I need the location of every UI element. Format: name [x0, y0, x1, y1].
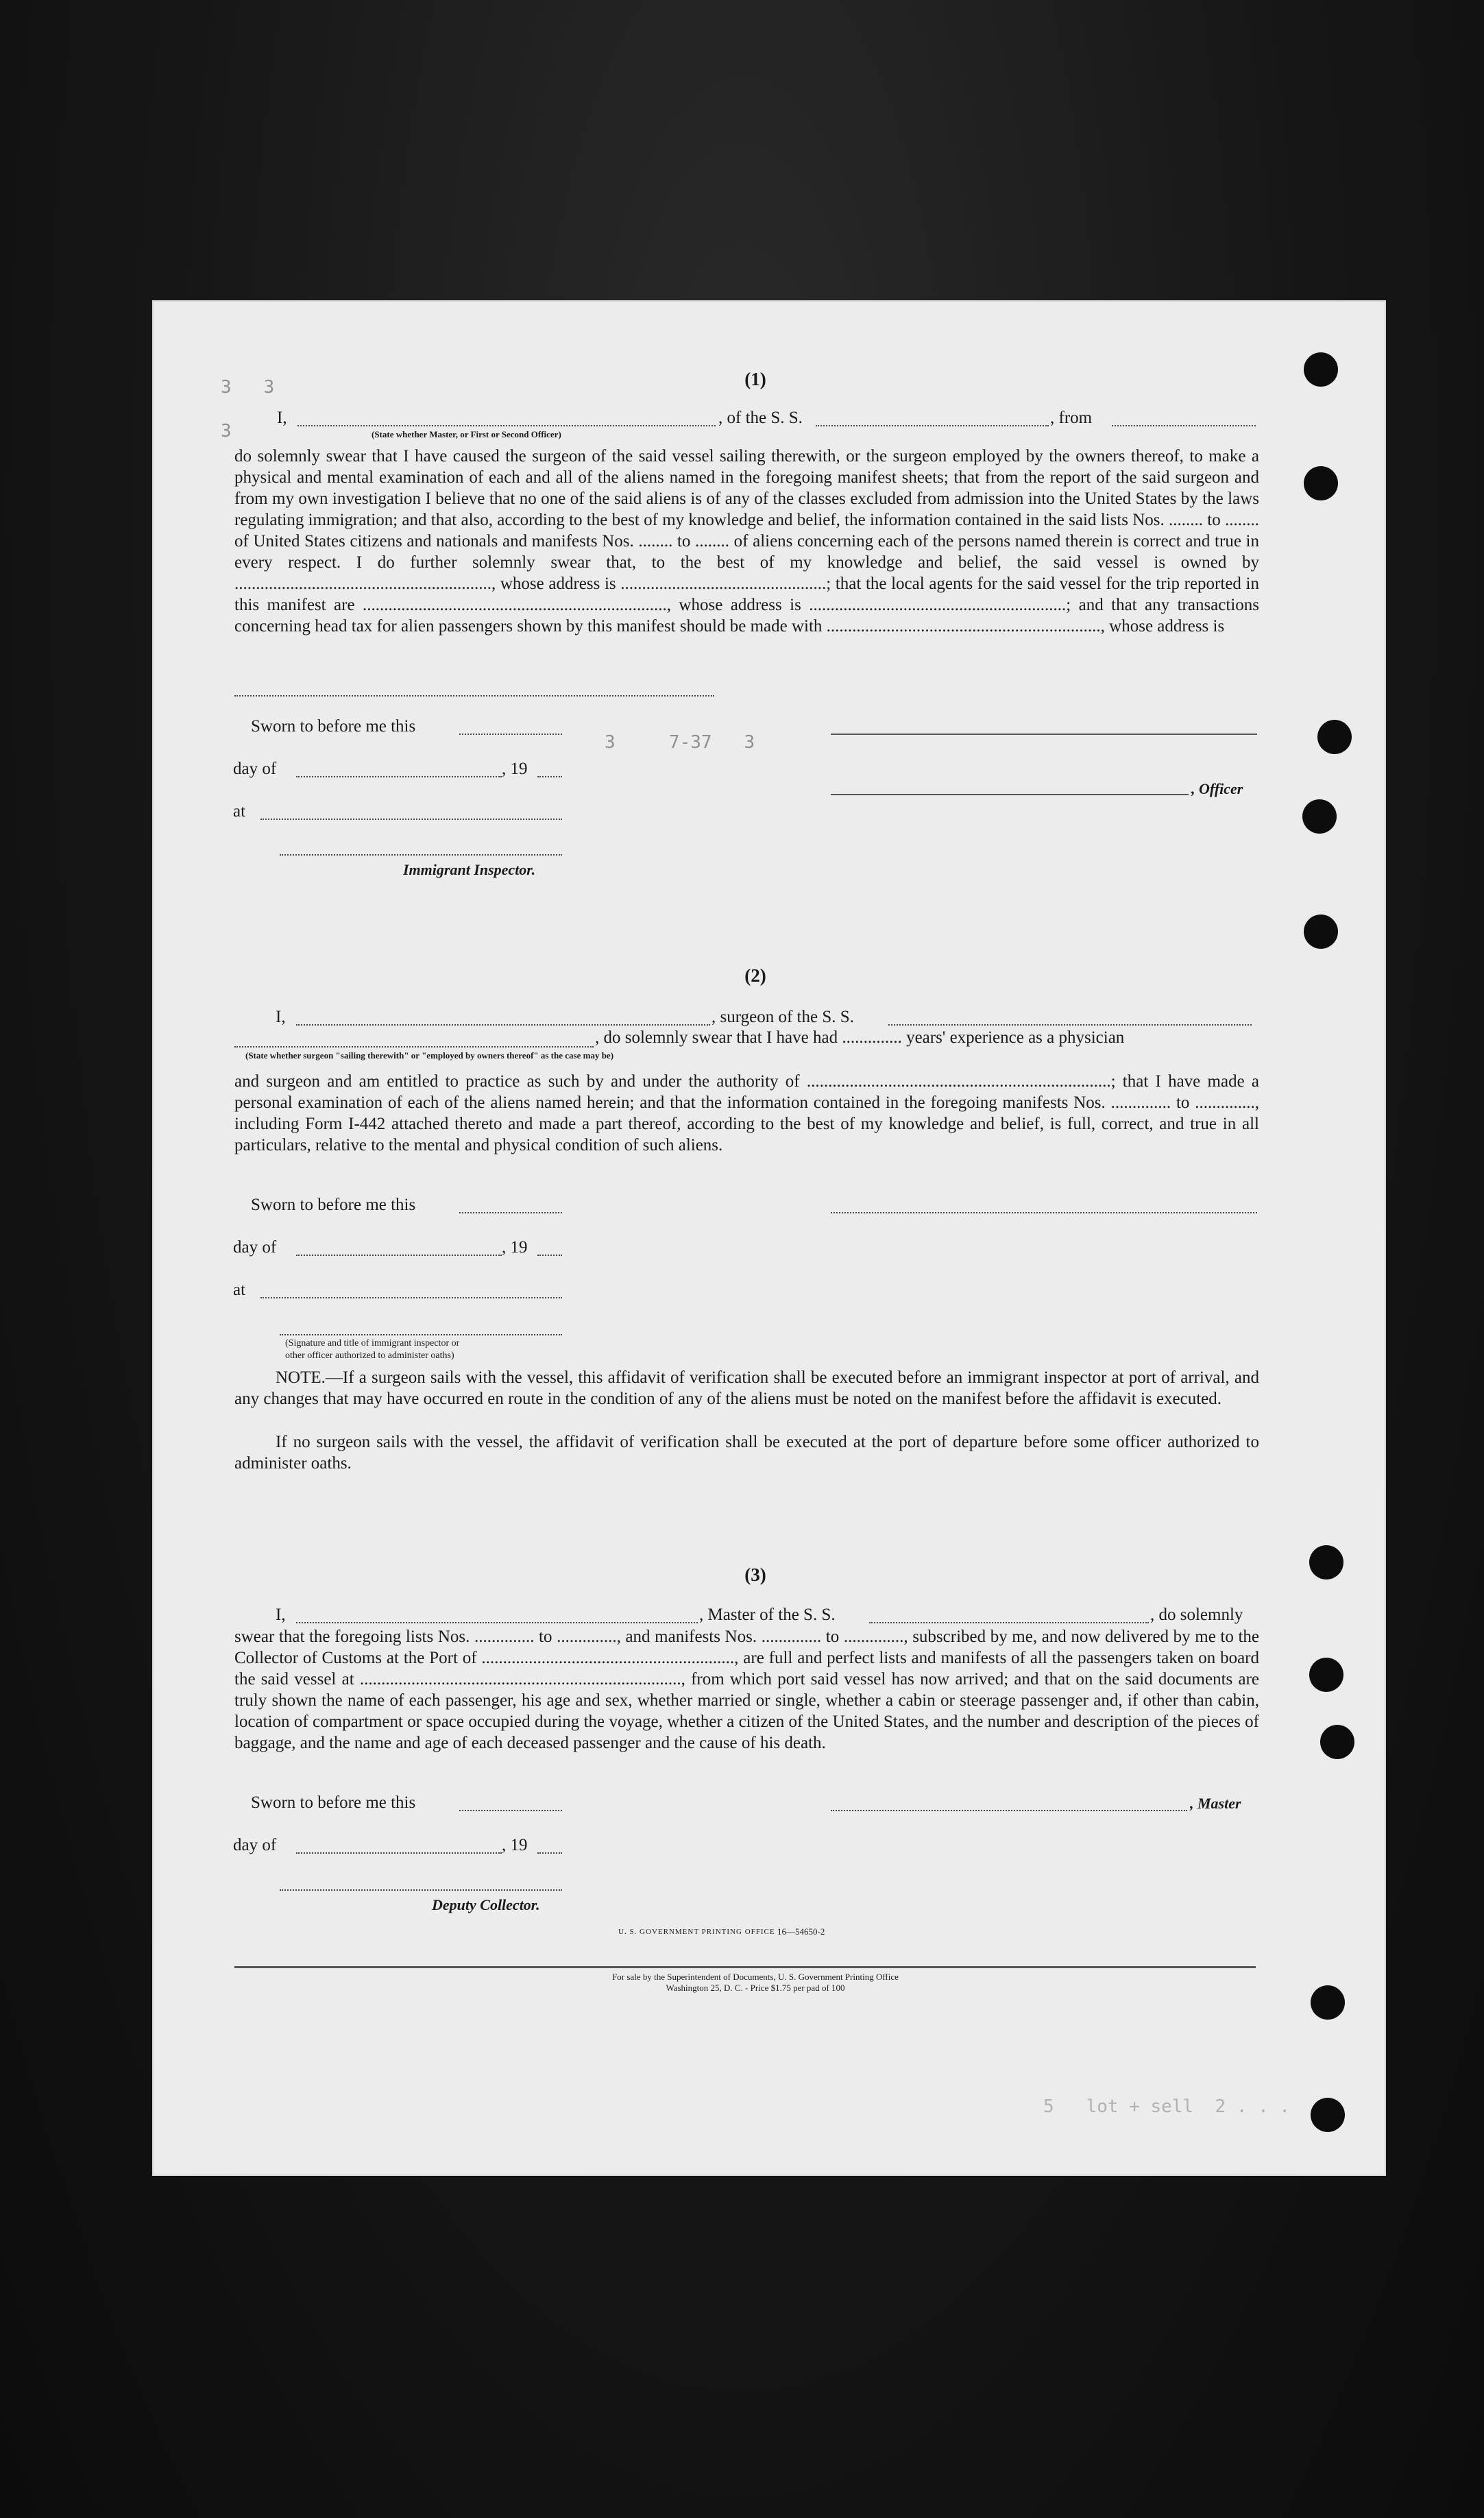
s2-at-field[interactable] [260, 1297, 562, 1298]
s1-i-label: I, [277, 409, 287, 427]
s1-sworn-label: Sworn to before me this [251, 717, 416, 736]
s1-sworn-day-field[interactable] [459, 734, 562, 735]
s1-officer-label: , Officer [1191, 780, 1243, 797]
s2-sworn-label: Sworn to before me this [251, 1196, 416, 1214]
s3-day-of-label: day of [233, 1836, 277, 1854]
s3-oath-paragraph: swear that the foregoing lists Nos. .............. to .............., and manifests Nos. .............. to .............., subscribed by me, and now delivered by me to the Collector of Customs at the Port of ..........................................................., are full and perfect lists and manifests of all the passengers taken on board the said vessel at ..........................................................................., from which port said vessel has now arrived; and that on the said documents are truly shown the name of each passenger, his age and sex, whether married or single, whether a cabin or steerage passenger and, if other than cabin, location of compartment or space occupied during the voyage, whether a citizen of the United States, and the number and description of the pieces of baggage, and the name and age of each deceased passenger and the cause of his death. [234, 1627, 1259, 1752]
s1-of-ss-label: , of the S. S. [718, 409, 803, 427]
form-number: 16—54650-2 [777, 1926, 825, 1937]
s2-i-label: I, [276, 1008, 286, 1026]
s1-ship-name-field[interactable] [816, 425, 1049, 426]
punch-hole [1309, 1658, 1343, 1692]
punch-hole [1304, 466, 1338, 500]
s3-deputy-label: Deputy Collector. [432, 1896, 540, 1913]
s1-oath-paragraph: do solemnly swear that I have caused the surgeon of the said vessel sailing therewith, or the surgeon employed by the owners thereof, to make a physical and mental examination of each and all of the aliens named in the foregoing manifest sheets; that from the report of the said surgeon and from my own investigation I believe that no one of the said aliens is of any of the classes excluded from admission into the United States by the laws regulating immigration; and that also, according to the best of my knowledge and belief, the information contained in the said lists Nos. ........ to ........ of United States citizens and nationals and manifests Nos. ........ to ........ of aliens concerning each of the persons named therein is correct and true in every respect. I do further solemnly swear that, to the best of my knowledge and belief, the said vessel is owned by ............................................................, whose address is ................................................; that the local agents for the said vessel for the trip reported in this manifest are ......................................................................., whose address is ............................................................; and that any transactions concerning head tax for alien passengers shown by this manifest should be made with ................................................................, whose address is [234, 447, 1259, 635]
s1-year-label: , 19 [502, 760, 528, 778]
s3-do-solemnly-label: , do solemnly [1150, 1606, 1243, 1624]
s3-master-name-field[interactable] [296, 1622, 698, 1623]
punch-hole [1320, 1725, 1354, 1759]
s2-capacity-field[interactable] [234, 1046, 594, 1048]
s2-day-of-label: day of [233, 1238, 277, 1257]
bleed-through-mark: 3 7-37 3 [605, 732, 755, 753]
s3-master-signature-field[interactable] [831, 1810, 1187, 1811]
s3-ship-name-field[interactable] [869, 1622, 1149, 1623]
s1-from-label: , from [1050, 409, 1093, 427]
s2-note-paragraph: NOTE.—If a surgeon sails with the vessel, this affidavit of verification shall be executed before an immigrant inspector at port of arrival, and any changes that may have occurred en route in the condition of any of the aliens must be noted on the manifest before the affidavit is executed. [234, 1368, 1259, 1408]
s1-inspector-label: Immigrant Inspector. [403, 861, 536, 878]
s2-signature-field[interactable] [831, 1212, 1257, 1213]
s2-sworn-day-field[interactable] [459, 1212, 562, 1213]
s2-surgeon-of-ss-label: , surgeon of the S. S. [711, 1008, 854, 1026]
s3-day-of-field[interactable] [296, 1852, 502, 1854]
section-2-heading: (2) [744, 965, 766, 986]
s1-year-field[interactable] [537, 776, 562, 777]
s1-address-continuation-field[interactable] [234, 695, 714, 697]
s2-year-label: , 19 [502, 1238, 528, 1257]
s1-at-field[interactable] [260, 819, 562, 820]
s2-oath-paragraph: and surgeon and am entitled to practice as such by and under the authority of .......................................................................; that I have made a personal examination of each of the aliens named herein; and that the information contained in the foregoing manifests Nos. .............. to .............., including Form I-442 attached thereto and made a part thereof, according to the best of my knowledge and belief, is full, correct, and true in all particulars, relative to the mental and physical condition of such aliens. [234, 1072, 1259, 1154]
s1-officer-caption: (State whether Master, or First or Second Officer) [372, 429, 561, 439]
section-3-heading: (3) [744, 1564, 766, 1585]
bleed-through-mark: 3 [221, 421, 232, 441]
s1-inspector-signature-field[interactable] [280, 854, 562, 856]
bleed-through-mark: 5 lot + sell 2 . . . [1043, 2096, 1291, 2117]
s3-master-label: , Master [1190, 1795, 1241, 1812]
sale-notice-line-2: Washington 25, D. C. - Price $1.75 per pad of 100 [666, 1983, 845, 1993]
s2-note-paragraph-2: If no surgeon sails with the vessel, the affidavit of verification shall be executed at the port of departure before some officer authorized to administer oaths. [234, 1433, 1259, 1473]
sale-notice-line-1: For sale by the Superintendent of Documents, U. S. Government Printing Office [612, 1972, 899, 1982]
s3-sworn-label: Sworn to before me this [251, 1793, 416, 1812]
s3-year-label: , 19 [502, 1836, 528, 1854]
punch-hole [1317, 720, 1352, 754]
punch-hole [1304, 915, 1338, 949]
s2-signature-caption-1: (Signature and title of immigrant inspector or [285, 1338, 460, 1348]
s1-signature-line[interactable] [831, 734, 1257, 735]
s1-day-of-label: day of [233, 760, 277, 778]
s3-year-field[interactable] [537, 1852, 562, 1854]
s1-officer-name-field[interactable] [297, 425, 716, 426]
s3-i-label: I, [276, 1606, 286, 1624]
s2-day-of-field[interactable] [296, 1255, 502, 1256]
s2-ship-name-field[interactable] [888, 1024, 1252, 1026]
s3-sworn-day-field[interactable] [459, 1810, 562, 1811]
footer-rule [234, 1966, 1256, 1968]
punch-hole [1311, 2098, 1345, 2132]
s1-officer-signature-line[interactable] [831, 794, 1189, 795]
printing-office-label: U. S. GOVERNMENT PRINTING OFFICE [618, 1928, 775, 1936]
s1-day-of-field[interactable] [296, 776, 502, 777]
s1-from-port-field[interactable] [1112, 425, 1256, 426]
s3-master-of-ss-label: , Master of the S. S. [699, 1606, 836, 1624]
s1-at-label: at [233, 802, 246, 821]
bleed-through-mark: 3 3 [221, 377, 275, 398]
s2-year-field[interactable] [537, 1255, 562, 1256]
s3-deputy-signature-field[interactable] [280, 1889, 562, 1891]
s2-capacity-caption: (State whether surgeon "sailing therewith" or "employed by owners thereof" as the case may be) [245, 1050, 614, 1061]
s2-inspector-signature-field[interactable] [280, 1334, 562, 1335]
section-1-heading: (1) [744, 369, 766, 389]
punch-hole [1302, 799, 1337, 834]
s2-surgeon-name-field[interactable] [296, 1024, 710, 1026]
affidavit-page [152, 300, 1386, 2176]
s2-experience-line: , do solemnly swear that I have had .............. years' experience as a physician [595, 1028, 1125, 1047]
s2-signature-caption-2: other officer authorized to administer oaths) [285, 1351, 454, 1361]
s2-at-label: at [233, 1281, 246, 1299]
